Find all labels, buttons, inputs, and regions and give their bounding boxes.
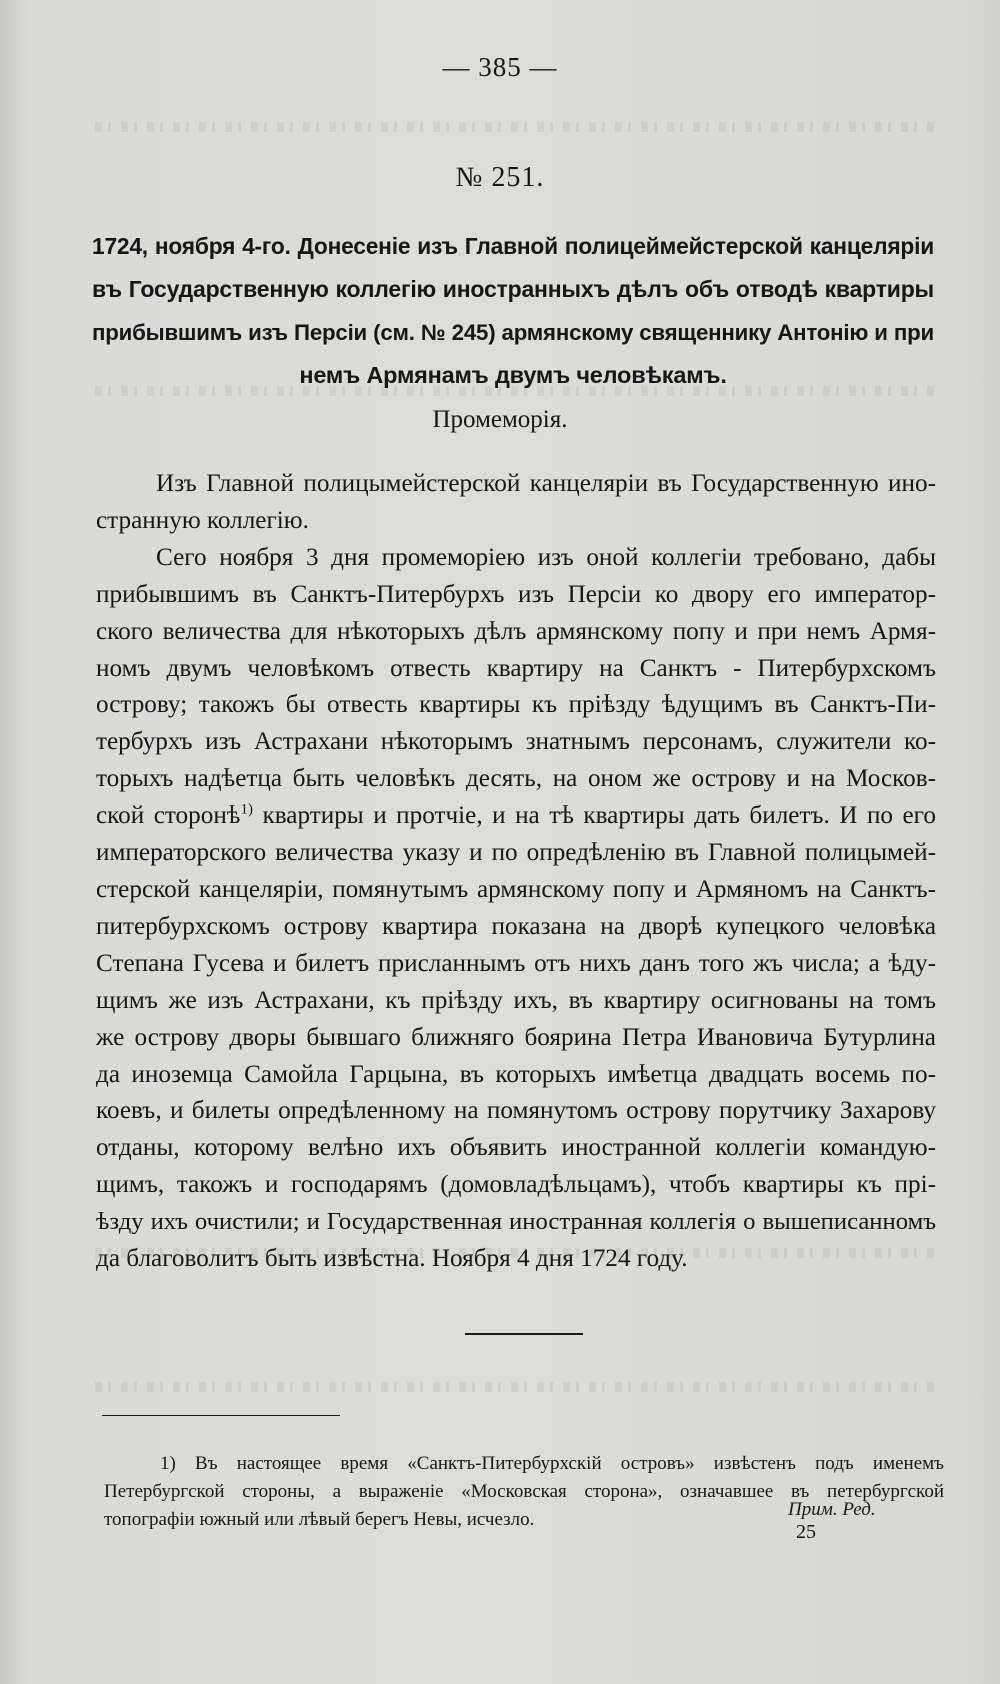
document-number: № 251.: [455, 162, 545, 193]
body-line: императорского величества указу и по опредѣленiю въ Главной полицымей-: [96, 839, 936, 867]
document-body: [96, 466, 936, 1278]
body-line: острову; такожъ бы отвесть квартиры къ прiѣзду ѣдущимъ въ Санктъ-Пи-: [96, 691, 936, 719]
body-line: Степана Гусева и билетъ присланнымъ отъ нихъ данъ того жъ числа; а ѣду-: [96, 949, 936, 977]
heading-line: 1724, ноября 4-го. Донесенiе изъ Главной полицеймейстерской канцелярiи: [92, 233, 934, 259]
editor-remark: Прим. Ред.: [788, 1499, 876, 1520]
body-line: торыхъ надѣетца быть человѣкъ десять, на оном же острову и на Москов-: [96, 765, 936, 793]
body-line: ѣзду ихъ очистили; и Государственная иностранная коллегiя о вышеписанномъ: [96, 1208, 936, 1236]
body-line: да благоволитъ быть извѣстна. Ноября 4 дня 1724 году.: [96, 1245, 688, 1273]
body-line: ского величества для нѣкоторыхъ дѣлъ армянскому попу и при немъ Армя-: [96, 617, 936, 645]
body-line: да иноземца Самойла Гарцына, въ которыхъ имѣетца двадцать восемь по-: [96, 1060, 936, 1088]
document-heading: [92, 225, 934, 397]
body-line: же острову дворы бывшаго ближняго боярина Петра Ивановича Бутурлина: [96, 1023, 936, 1051]
body-line: стерской канцелярiи, помянутымъ армянскому попу и Армяномъ на Санктъ-: [96, 875, 936, 903]
signature-mark: 25: [796, 1521, 816, 1543]
body-line: отданы, которому велѣно ихъ объявить иностранной коллегiи командую-: [96, 1134, 936, 1162]
footnote-line: 1) Въ настоящее время «Санктъ-Питербурхскiй островъ» извѣстенъ подъ именемъ: [160, 1453, 944, 1474]
body-text: ской сторонѣ: [96, 802, 241, 830]
bleed-through-texture: [95, 1382, 935, 1392]
footnote-line: топографiи южный или лѣвый берегъ Невы, исчезло.: [104, 1509, 535, 1530]
body-line: Изъ Главной полицымейстерской канцелярiи въ Государственную ино-: [156, 470, 936, 497]
body-line: щимъ, такожъ и господарямъ (домовладѣльцамъ), чтобъ квартиры къ прi-: [96, 1171, 936, 1199]
heading-line: въ Государственную коллегiю иностранныхъ дѣлъ объ отводѣ квартиры: [92, 276, 934, 302]
page-number: — 385 —: [442, 52, 558, 82]
bleed-through-texture: [95, 122, 935, 132]
body-line: тербурхъ изъ Астрахани нѣкоторымъ знатнымъ персонамъ, служители ко-: [96, 728, 936, 756]
body-line: щимъ же изъ Астрахани, къ прiѣзду ихъ, въ квартиру осигнованы на томъ: [96, 986, 936, 1014]
body-line: питербурхскомъ острову квартира показана на дворѣ купецкого человѣка: [96, 912, 936, 940]
heading-line: прибывшимъ изъ Персiи (см. № 245) армянскому священнику Антонiю и при: [92, 320, 934, 345]
body-line: странную коллегiю.: [96, 506, 309, 534]
body-line: прибывшимъ въ Санктъ-Питербурхъ изъ Персiи ко двору его император-: [96, 580, 936, 608]
footnote-rule: [102, 1415, 340, 1416]
section-separator: [465, 1333, 583, 1335]
footnote: [104, 1450, 944, 1534]
footnote-line: Петербургской стороны, а выраженiе «Московская сторона», означавшее въ петербургской: [104, 1481, 944, 1502]
body-text: квартиры и протчiе, и на тѣ квартиры дать билетъ. И по его: [252, 802, 936, 830]
body-line: [96, 798, 936, 835]
document-subtitle: Промеморiя.: [432, 406, 568, 433]
body-line: номъ двумъ человѣкомъ отвесть квартиру на Санктъ - Питербурхскомъ: [96, 654, 936, 682]
heading-line: немъ Армянамъ двумъ человѣкамъ.: [299, 362, 727, 388]
footnote-reference: 1): [240, 801, 253, 818]
body-line: Сего ноября 3 дня промеморiею изъ оной коллегiи требовано, дабы: [156, 543, 936, 571]
body-line: коевъ, и билеты опредѣленному на помянутомъ острову порутчику Захарову: [96, 1097, 936, 1125]
